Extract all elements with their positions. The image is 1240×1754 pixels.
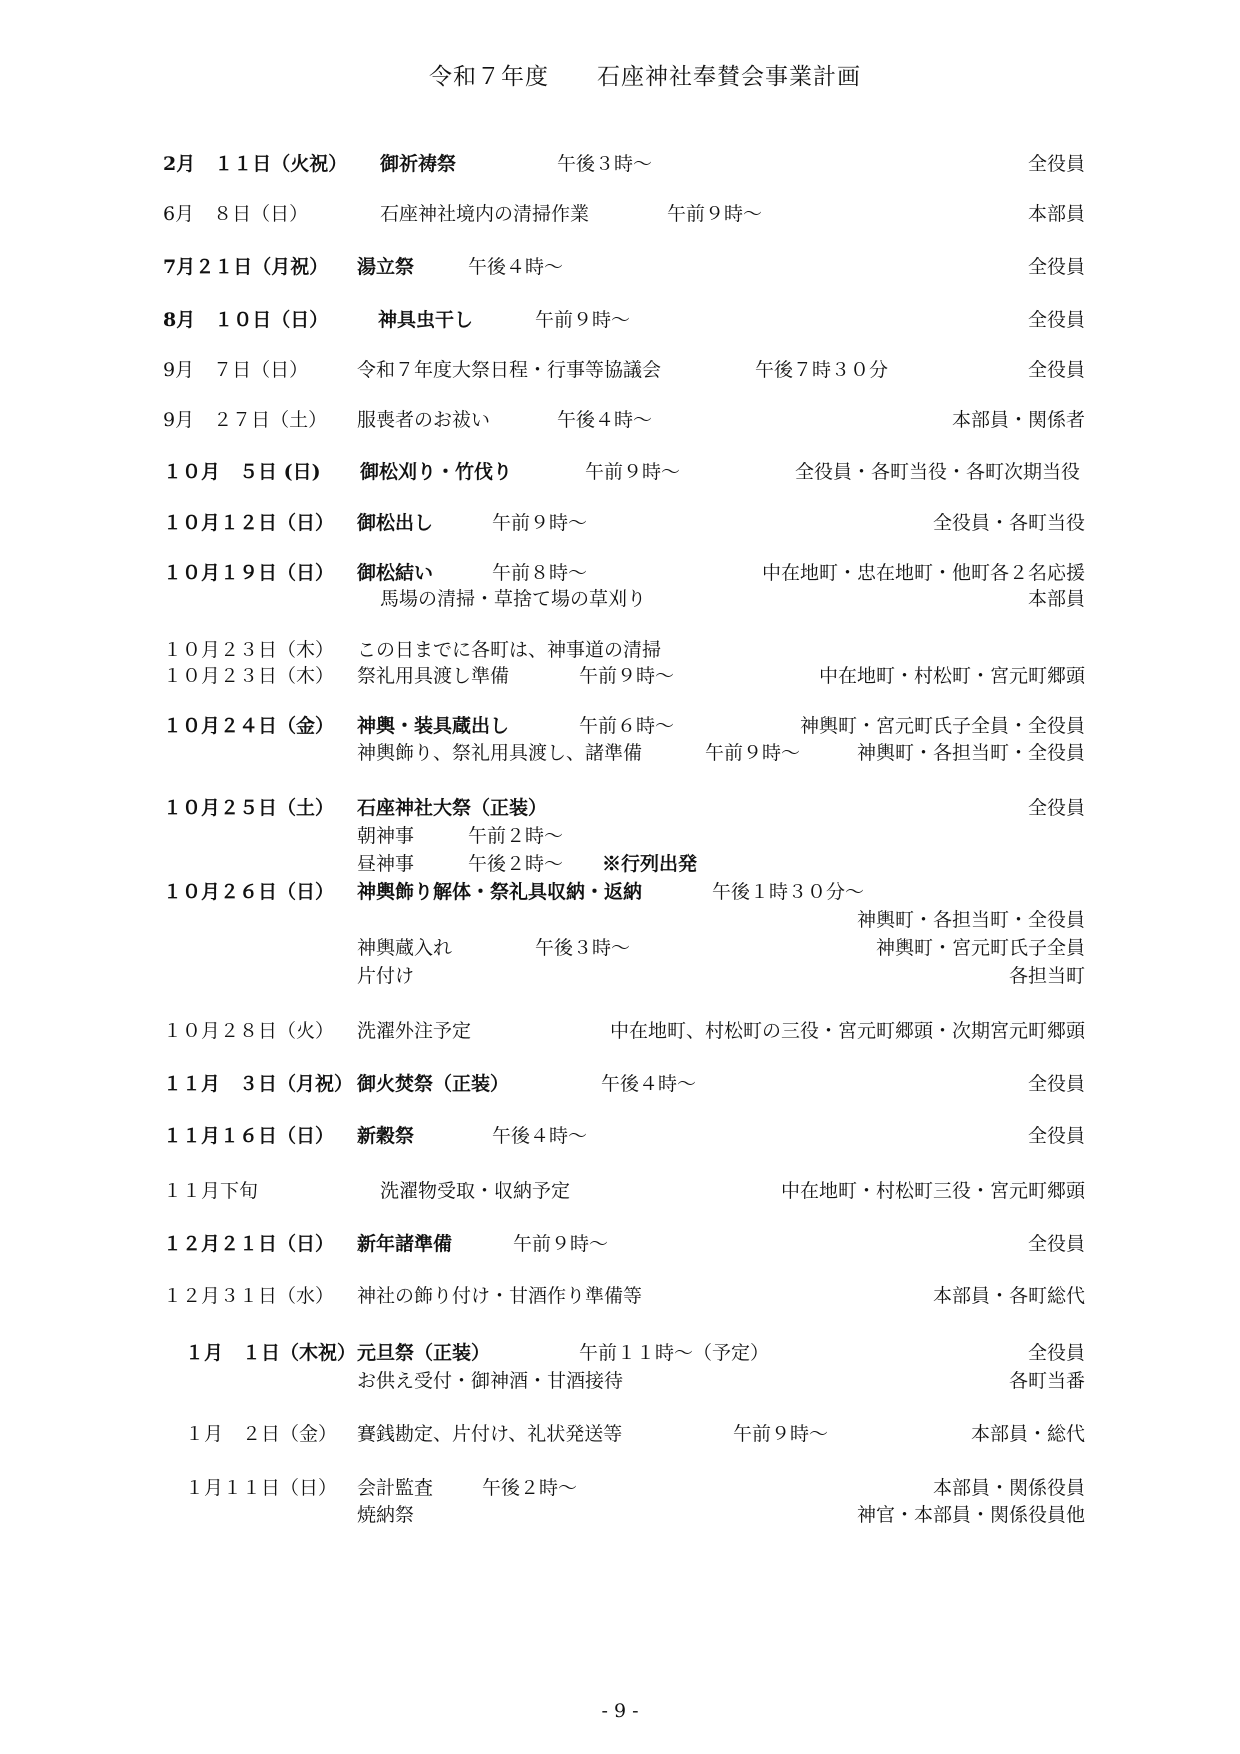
schedule-attendees: 全役員 — [1027, 359, 1085, 381]
schedule-attendees: 本部員・総代 — [970, 1423, 1085, 1445]
schedule-time: 午後３時～ — [535, 937, 631, 959]
schedule-event: 神輿飾り解体・祭礼具収納・返納 — [357, 881, 643, 903]
schedule-date: １０月２３日（木） — [163, 639, 335, 661]
schedule-event: 神輿・装具蔵出し — [357, 715, 510, 737]
schedule-time: 午前９時～ — [579, 665, 675, 687]
schedule-time: 午前９時～ — [667, 203, 763, 225]
schedule-event: 洗濯外注予定 — [357, 1020, 472, 1042]
schedule-date: １０月２３日（木） — [163, 665, 335, 687]
schedule-time: 午後７時３０分 — [755, 359, 889, 381]
schedule-date: 9月 ２７日（土） — [163, 409, 328, 431]
schedule-event: 朝神事 — [357, 825, 415, 847]
schedule-attendees: 神輿町・各担当町・全役員 — [856, 742, 1085, 764]
schedule-event: 洗濯物受取・収納予定 — [380, 1180, 571, 1202]
schedule-event: 御火焚祭（正装） — [357, 1073, 510, 1095]
schedule-date: １２月２１日（日） — [163, 1233, 335, 1255]
schedule-event: 昼神事 — [357, 853, 415, 875]
schedule-date: １０月２５日（土） — [163, 797, 335, 819]
schedule-time: 午前６時～ — [579, 715, 675, 737]
schedule-date: １０月１２日（日） — [163, 512, 335, 534]
schedule-event: 会計監査 — [357, 1477, 434, 1499]
schedule-event: 賽銭勘定、片付け、礼状発送等 — [357, 1423, 623, 1445]
schedule-event: 令和７年度大祭日程・行事等協議会 — [357, 359, 662, 381]
schedule-time: 午前１１時～（予定） — [579, 1342, 770, 1364]
schedule-attendees: 神輿町・宮元町氏子全員 — [875, 937, 1085, 959]
schedule-event: 石座神社大祭（正装） — [357, 797, 548, 819]
schedule-attendees: 本部員・各町総代 — [932, 1285, 1085, 1307]
schedule-event: 御松刈り・竹伐り — [360, 461, 513, 483]
schedule-date: １月 １日（木祝） — [185, 1342, 357, 1364]
schedule-attendees: 中在地町・村松町三役・宮元町郷頭 — [780, 1180, 1085, 1202]
schedule-event: 祭礼用具渡し準備 — [357, 665, 510, 687]
schedule-time: 午前９時～ — [535, 309, 631, 331]
schedule-date: １１月下旬 — [163, 1180, 259, 1202]
schedule-event: 片付け — [357, 965, 415, 987]
schedule-event: 神社の飾り付け・甘酒作り準備等 — [357, 1285, 643, 1307]
schedule-attendees: 全役員 — [1027, 309, 1085, 331]
schedule-event: 御松出し — [357, 512, 434, 534]
schedule-note: ※行列出発 — [602, 853, 698, 875]
schedule-attendees: 神官・本部員・関係役員他 — [856, 1504, 1085, 1526]
schedule-time: 午前９時～ — [492, 512, 588, 534]
schedule-event: お供え受付・御神酒・甘酒接待 — [357, 1370, 624, 1392]
schedule-date: 6月 ８日（日） — [163, 203, 309, 225]
schedule-attendees: 全役員 — [1027, 256, 1085, 278]
schedule-attendees: 全役員 — [1027, 1125, 1085, 1147]
schedule-attendees: 全役員・各町当役・各町次期当役 — [794, 461, 1080, 483]
schedule-attendees: 本部員 — [1027, 588, 1085, 610]
schedule-date: １月 ２日（金） — [185, 1423, 338, 1445]
schedule-event: 元旦祭（正装） — [357, 1342, 491, 1364]
schedule-event: 御松結い — [357, 562, 434, 584]
schedule-time: 午前９時～ — [585, 461, 681, 483]
schedule-attendees: 本部員・関係者 — [951, 409, 1085, 431]
page-number: - 9 - — [601, 1700, 639, 1722]
schedule-attendees: 中在地町・忠在地町・他町各２名応援 — [761, 562, 1085, 584]
schedule-time: 午前９時～ — [705, 742, 801, 764]
schedule-event: 新年諸準備 — [357, 1233, 453, 1255]
schedule-date: １０月２６日（日） — [163, 881, 335, 903]
schedule-event: 神具虫干し — [378, 309, 474, 331]
page-title: 令和７年度 石座神社奉賛会事業計画 — [429, 64, 861, 90]
schedule-date: １２月３１日（水） — [163, 1285, 335, 1307]
schedule-event: 湯立祭 — [357, 256, 415, 278]
schedule-attendees: 本部員・関係役員 — [932, 1477, 1085, 1499]
schedule-time: 午後１時３０分～ — [712, 881, 865, 903]
schedule-attendees: 全役員 — [1027, 1342, 1085, 1364]
schedule-attendees: 各担当町 — [1008, 965, 1085, 987]
schedule-event: 神輿飾り、祭礼用具渡し、諸準備 — [357, 742, 643, 764]
schedule-event: 服喪者のお祓い — [357, 409, 491, 431]
schedule-attendees: 神輿町・宮元町氏子全員・全役員 — [799, 715, 1085, 737]
schedule-date: １１月 ３日（月祝） — [163, 1073, 354, 1095]
schedule-date: １０月 ５日 (日) — [163, 461, 321, 483]
schedule-time: 午前８時～ — [492, 562, 588, 584]
schedule-event: 御祈祷祭 — [380, 153, 457, 175]
schedule-time: 午後４時～ — [601, 1073, 697, 1095]
schedule-attendees: 全役員 — [1027, 153, 1085, 175]
schedule-event: 石座神社境内の清掃作業 — [380, 203, 590, 225]
schedule-event: 焼納祭 — [357, 1504, 415, 1526]
schedule-date: １１月１６日（日） — [163, 1125, 335, 1147]
schedule-time: 午後４時～ — [492, 1125, 588, 1147]
schedule-time: 午前９時～ — [733, 1423, 829, 1445]
schedule-attendees: 全役員 — [1027, 797, 1085, 819]
schedule-attendees: 全役員 — [1027, 1233, 1085, 1255]
schedule-date: 7月２１日（月祝） — [163, 256, 329, 278]
schedule-date: 2月 １１日（火祝） — [163, 153, 348, 175]
schedule-time: 午後２時～ — [482, 1477, 578, 1499]
schedule-attendees: 各町当番 — [1008, 1370, 1085, 1392]
schedule-date: 8月 １０日（日） — [163, 309, 329, 331]
schedule-date: １０月２８日（火） — [163, 1020, 335, 1042]
schedule-time: 午前９時～ — [513, 1233, 609, 1255]
schedule-attendees: 全役員 — [1027, 1073, 1085, 1095]
schedule-event: 馬場の清掃・草捨て場の草刈り — [380, 588, 647, 610]
schedule-time: 午後２時～ — [468, 853, 564, 875]
schedule-date: 9月 ７日（日） — [163, 359, 309, 381]
schedule-attendees: 神輿町・各担当町・全役員 — [856, 909, 1085, 931]
schedule-date: １０月２４日（金） — [163, 715, 335, 737]
schedule-time: 午後４時～ — [557, 409, 653, 431]
schedule-attendees: 本部員 — [1027, 203, 1085, 225]
schedule-time: 午後３時～ — [557, 153, 653, 175]
schedule-attendees: 中在地町・村松町・宮元町郷頭 — [818, 665, 1085, 687]
schedule-date: １月１１日（日） — [185, 1477, 338, 1499]
schedule-attendees: 中在地町、村松町の三役・宮元町郷頭・次期宮元町郷頭 — [609, 1020, 1085, 1042]
schedule-attendees: 全役員・各町当役 — [932, 512, 1085, 534]
schedule-time: 午前２時～ — [468, 825, 564, 847]
schedule-event: この日までに各町は、神事道の清掃 — [357, 639, 662, 661]
schedule-time: 午後４時～ — [468, 256, 564, 278]
schedule-date: １０月１９日（日） — [163, 562, 335, 584]
schedule-event: 新穀祭 — [357, 1125, 415, 1147]
schedule-event: 神輿蔵入れ — [357, 937, 453, 959]
